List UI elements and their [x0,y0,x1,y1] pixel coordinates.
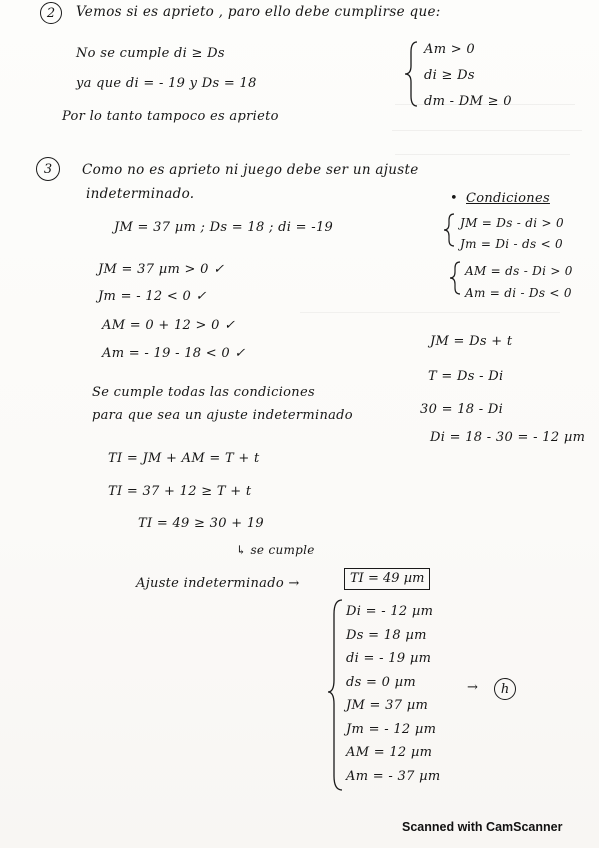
brace-conditions-a [450,262,460,294]
result-line: Di = - 12 µm [346,604,434,619]
result-line: Am = - 37 µm [346,768,441,784]
check-jm-max: JM = 37 µm > 0 ✓ [98,262,225,277]
ti-equation-2: TI = 37 + 12 ≥ T + t [108,484,252,499]
condition-am-min: Am = di - Ds < 0 [465,286,572,300]
section-2-condition-1: Am > 0 [424,42,475,57]
condition-jm-max: JM = Ds - di > 0 [460,216,564,230]
result-line: Ds = 18 µm [346,627,427,643]
side-calc-2: T = Ds - Di [428,369,504,384]
conditions-title: Condiciones [466,191,550,206]
result-line: ds = 0 µm [346,674,417,690]
section-2-line-1: No se cumple di ≥ Ds [76,46,225,61]
condition-jm-min: Jm = Di - ds < 0 [460,237,563,251]
side-calc-3: 30 = 18 - Di [420,402,504,417]
condition-am-max: AM = ds - Di > 0 [465,264,573,278]
result-line: AM = 12 µm [346,745,433,760]
brace-results [328,600,342,790]
ti-equation-3: TI = 49 ≥ 30 + 19 [138,516,265,531]
section-2-conclusion: Por lo tanto tampoco es aprieto [62,109,279,124]
section-2-number: 2 [40,2,62,24]
brace-section-2 [405,42,417,106]
results-tag: h [494,678,516,700]
scanner-watermark: Scanned with CamScanner [402,820,563,834]
section-2-condition-2: di ≥ Ds [424,68,475,83]
section-3-number: 3 [36,157,60,181]
check-jm-min: Jm = - 12 < 0 ✓ [98,289,207,304]
result-line: di = - 19 µm [346,651,432,666]
final-result-box: TI = 49 µm [344,568,430,590]
result-line: JM = 37 µm [346,698,429,713]
ti-note: ↳ se cumple [236,543,315,557]
check-am-min: Am = - 19 - 18 < 0 ✓ [102,346,246,361]
ti-equation-1: TI = JM + AM = T + t [108,451,260,466]
summary-line-1: Se cumple todas las condiciones [92,385,315,400]
section-3-heading-line-2: indeterminado. [86,186,195,202]
section-2-line-2: ya que di = - 19 y Ds = 18 [76,76,257,91]
side-calc-4: Di = 18 - 30 = - 12 µm [430,430,586,445]
result-line: Jm = - 12 µm [346,721,437,737]
section-3-heading-line-1: Como no es aprieto ni juego debe ser un ajuste [82,162,419,178]
check-am-max: AM = 0 + 12 > 0 ✓ [102,318,236,333]
final-label: Ajuste indeterminado → [136,576,300,591]
side-calc-1: JM = Ds + t [430,334,513,349]
section-2-heading: Vemos si es aprieto , paro ello debe cumplirse que: [76,4,441,20]
conditions-bullet: • [450,191,458,206]
given-values: JM = 37 µm ; Ds = 18 ; di = -19 [114,220,334,235]
results-arrow: → [467,680,479,695]
summary-line-2: para que sea un ajuste indeterminado [92,408,353,423]
section-2-condition-3: dm - DM ≥ 0 [424,94,512,109]
brace-conditions-j [444,214,454,246]
